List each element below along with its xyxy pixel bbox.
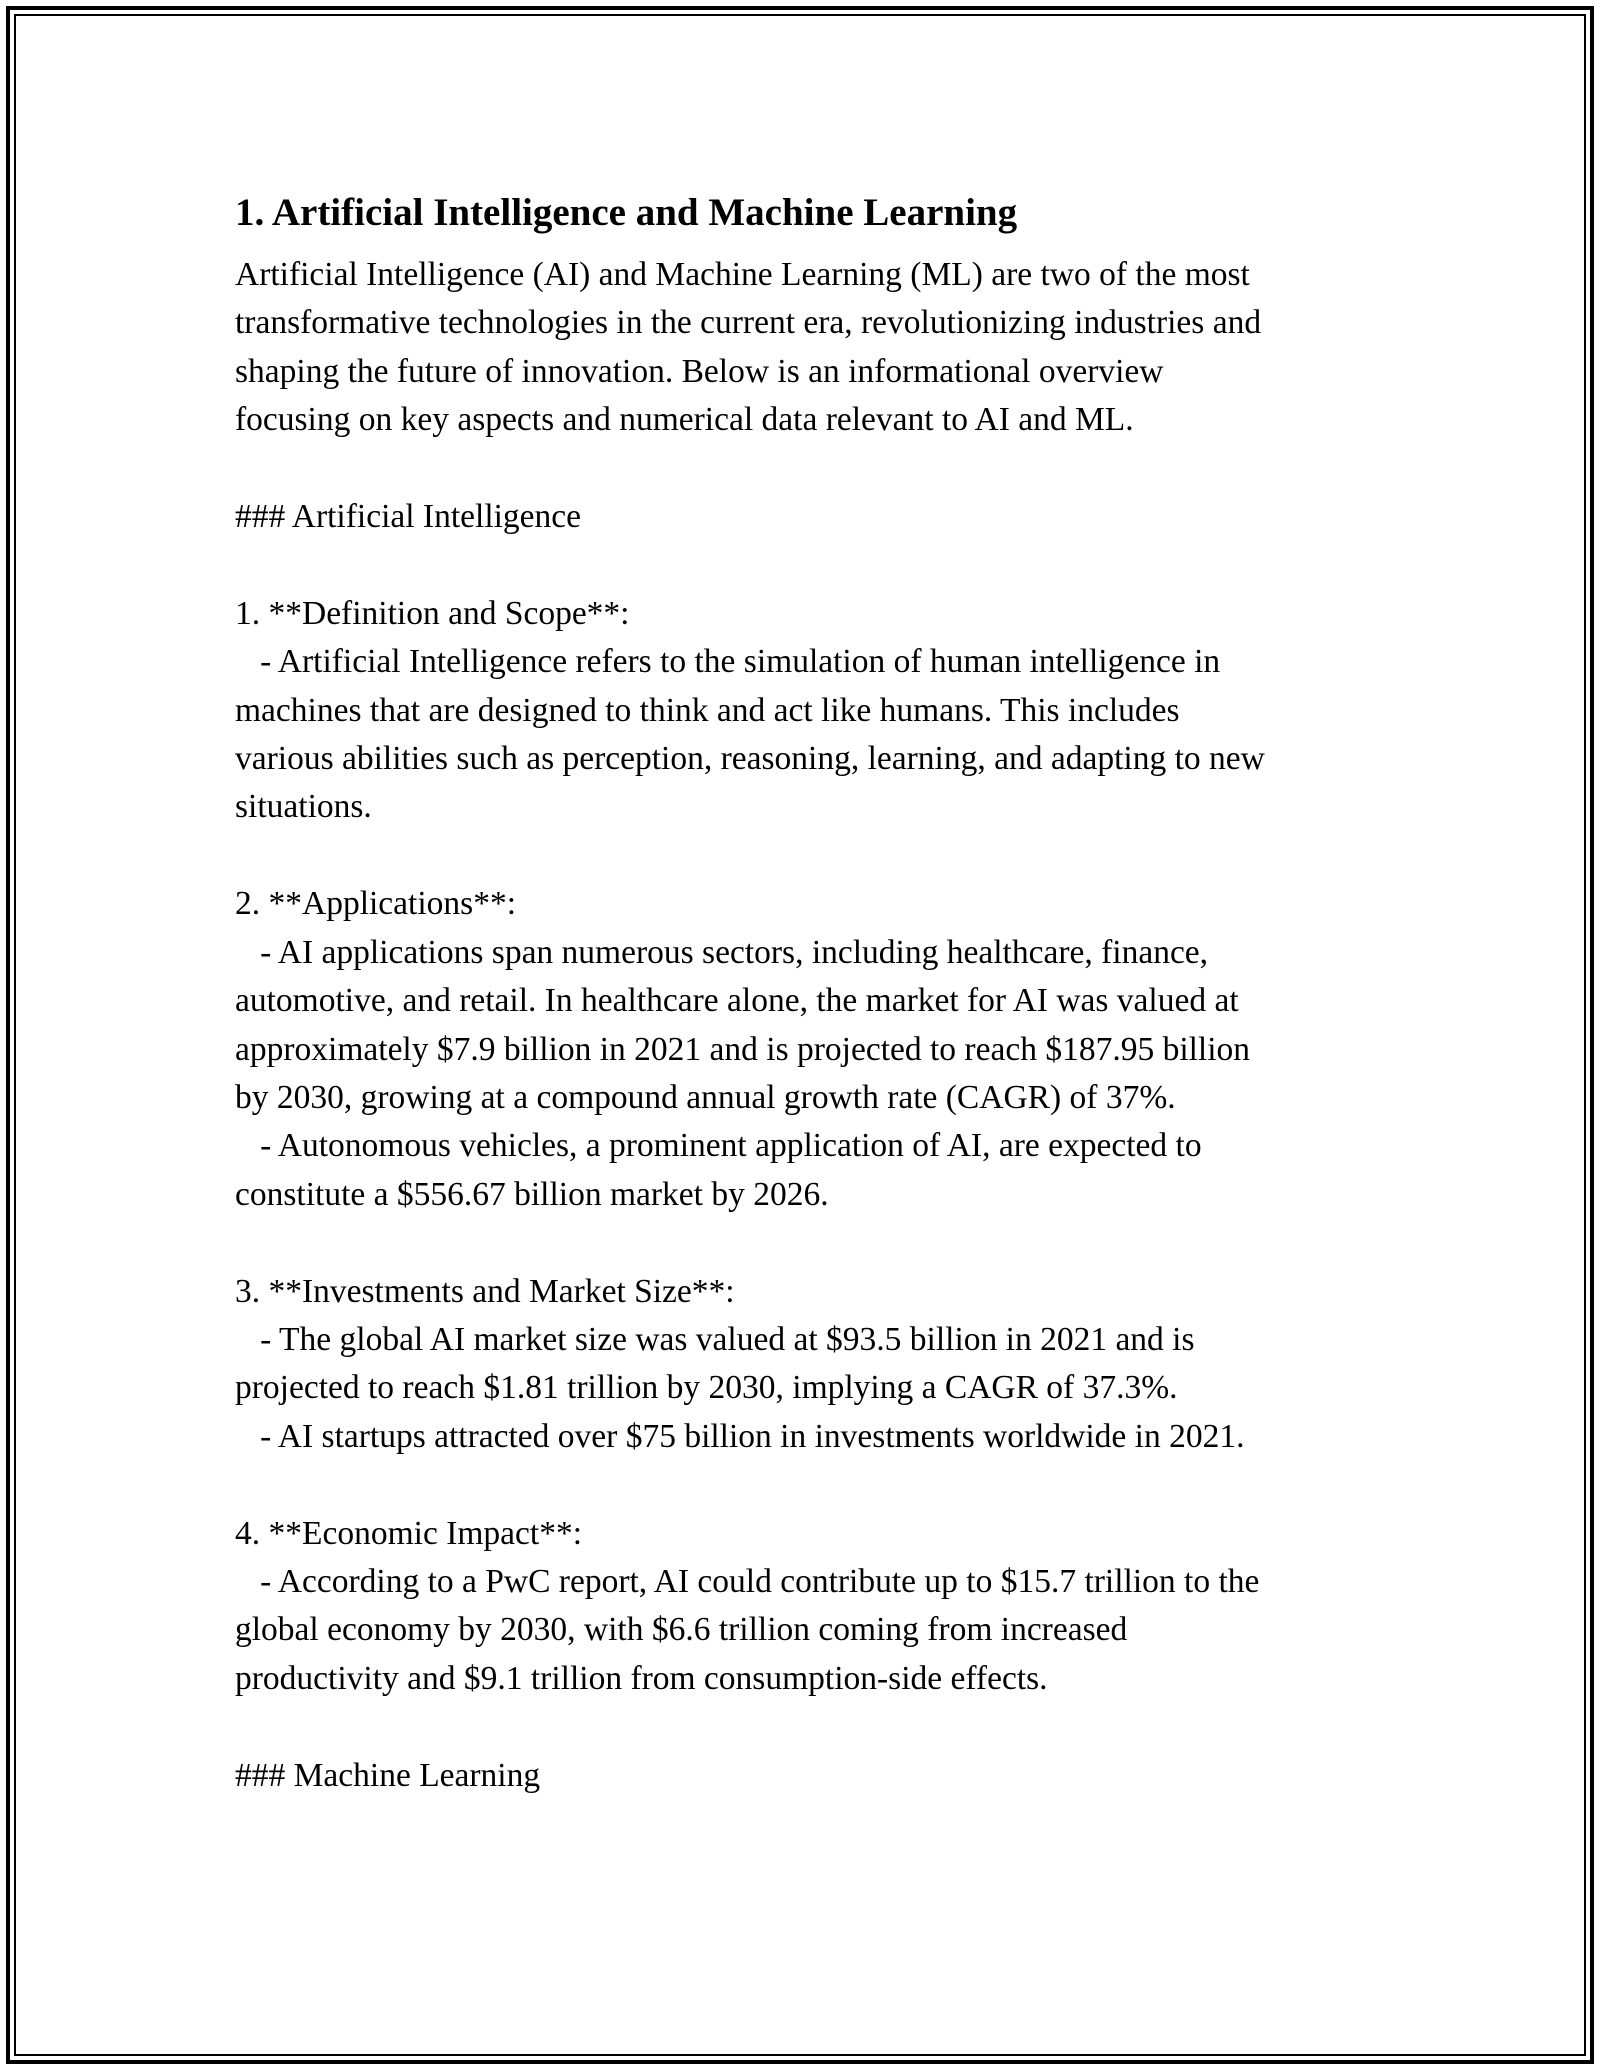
item-applications-line-1: - AI applications span numerous sectors, including healthcare, finance, [235, 933, 1209, 971]
intro-line-1: Artificial Intelligence (AI) and Machine Learning (ML) are two of the most [235, 256, 1250, 293]
intro-line-2: transformative technologies in the current era, revolutionizing industries and [235, 304, 1262, 342]
item-definition-line-3: various abilities such as perception, reasoning, learning, and adapting to new [235, 740, 1265, 778]
item-applications-line-4: by 2030, growing at a compound annual growth rate (CAGR) of 37%. [235, 1078, 1176, 1116]
subheading-ai: ### Artificial Intelligence [235, 498, 582, 536]
item-definition-title: 1. **Definition and Scope**: [235, 594, 630, 632]
blank-line [235, 1461, 1385, 1509]
item-investments-line-2: projected to reach $1.81 trillion by 2030, implying a CAGR of 37.3%. [235, 1369, 1178, 1407]
section-heading: 1. Artificial Intelligence and Machine Learning [235, 191, 1018, 234]
item-definition-line-4: situations. [235, 788, 372, 826]
item-applications-line-2: automotive, and retail. In healthcare alone, the market for AI was valued at [235, 982, 1239, 1020]
blank-line [235, 832, 1385, 880]
item-definition-line-2: machines that are designed to think and act like humans. This includes [235, 691, 1180, 729]
item-applications-line-5: - Autonomous vehicles, a prominent application of AI, are expected to [235, 1127, 1202, 1165]
blank-line [235, 1219, 1385, 1267]
intro-line-4: focusing on key aspects and numerical data relevant to AI and ML. [235, 401, 1134, 439]
item-applications-line-6: constitute a $556.67 billion market by 2026. [235, 1175, 829, 1213]
item-definition-line-1: - Artificial Intelligence refers to the simulation of human intelligence in [235, 643, 1221, 681]
blank-line [235, 541, 1385, 589]
document-body [235, 180, 1385, 1800]
blank-line [235, 445, 1385, 493]
item-applications-title: 2. **Applications**: [235, 885, 517, 923]
item-applications-line-3: approximately $7.9 billion in 2021 and is projected to reach $187.95 billion [235, 1030, 1251, 1068]
item-economic-line-2: global economy by 2030, with $6.6 trillion coming from increased [235, 1611, 1128, 1649]
item-economic-line-3: productivity and $9.1 trillion from consumption-side effects. [235, 1659, 1048, 1697]
item-investments-line-1: - The global AI market size was valued at $93.5 billion in 2021 and is [235, 1320, 1195, 1358]
intro-line-3: shaping the future of innovation. Below is an informational overview [235, 352, 1164, 390]
item-investments-line-3: - AI startups attracted over $75 billion in investments worldwide in 2021. [235, 1417, 1245, 1455]
subheading-ml: ### Machine Learning [235, 1756, 541, 1794]
blank-line [235, 1703, 1385, 1751]
item-investments-title: 3. **Investments and Market Size**: [235, 1272, 735, 1310]
item-economic-line-1: - According to a PwC report, AI could contribute up to $15.7 trillion to the [235, 1562, 1260, 1600]
item-economic-title: 4. **Economic Impact**: [235, 1514, 583, 1552]
